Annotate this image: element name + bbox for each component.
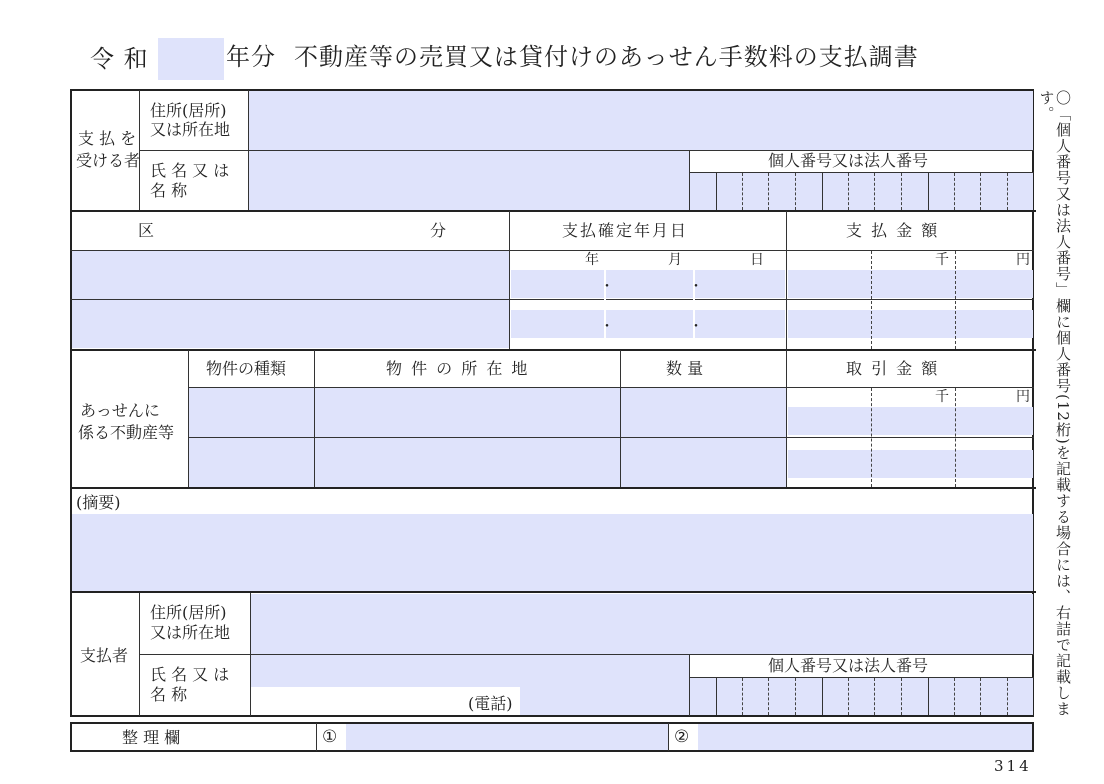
quantity-header: 数 量 (666, 359, 704, 378)
category-field-2[interactable] (72, 300, 509, 348)
property-type-header: 物件の種類 (206, 359, 287, 378)
recipient-address-label-1: 住所(居所) (150, 101, 227, 120)
category-field-1[interactable] (72, 251, 509, 299)
payment-thousand-unit: 千 (935, 252, 949, 268)
reference-label: 整 理 欄 (122, 728, 181, 747)
quantity-field-2[interactable] (621, 438, 786, 487)
side-note: 〇「個人番号又は法人番号」欄に個人番号(12桁)を記載する場合には、右詰で記載します。 (1037, 90, 1072, 717)
recipient-name-label-1: 氏 名 又 は (150, 161, 230, 180)
recipient-name-label-2: 名 称 (150, 181, 188, 200)
property-location-header: 物 件 の 所 在 地 (386, 359, 530, 378)
recipient-address-label-2: 又は所在地 (150, 120, 231, 139)
payer-address-label-1: 住所(居所) (150, 603, 227, 622)
transaction-amount-header: 取 引 金 額 (846, 359, 940, 378)
payer-name-field[interactable] (251, 655, 689, 687)
summary-field[interactable] (72, 514, 1033, 591)
recipient-label-1: 支 払 を (78, 129, 137, 148)
transaction-amount-field-1[interactable] (788, 407, 1033, 435)
payment-amount-header: 支 払 金 額 (846, 221, 940, 240)
payer-address-label-2: 又は所在地 (150, 623, 231, 642)
transaction-amount-field-2[interactable] (788, 450, 1033, 478)
payer-label: 支払者 (80, 646, 129, 665)
reference-marker-1: ① (322, 727, 338, 747)
payer-name-label-2: 名 称 (150, 685, 188, 704)
era-label: 令 和 (90, 45, 149, 73)
year-unit: 年 (585, 252, 599, 268)
recipient-name-field[interactable] (249, 151, 689, 210)
year-field[interactable] (158, 38, 224, 80)
recipient-label-2: 受ける者 (76, 151, 141, 170)
quantity-field-1[interactable] (621, 388, 786, 437)
reference-marker-2: ② (674, 727, 690, 747)
form-number: 314 (994, 757, 1032, 775)
property-type-field-1[interactable] (189, 388, 314, 437)
reference-field-2[interactable] (698, 724, 1032, 750)
payer-phone-label: (電話) (468, 694, 513, 713)
property-location-field-2[interactable] (315, 438, 620, 487)
payer-address-field[interactable] (251, 594, 1033, 654)
property-type-field-2[interactable] (189, 438, 314, 487)
payment-yen-unit: 円 (1016, 252, 1030, 268)
property-location-field-1[interactable] (315, 388, 620, 437)
payer-phone-field[interactable] (520, 687, 689, 715)
property-label-1: あっせんに (80, 401, 160, 420)
payment-amount-field-1[interactable] (788, 270, 1033, 298)
property-thousand-unit: 千 (935, 389, 949, 405)
payment-amount-field-2[interactable] (788, 310, 1033, 338)
payer-name-label-1: 氏 名 又 は (150, 665, 230, 684)
category-header: 区 (138, 221, 155, 240)
summary-label: (摘要) (76, 493, 121, 512)
reference-field-1[interactable] (346, 724, 668, 750)
month-unit: 月 (668, 252, 682, 268)
payer-id-label: 個人番号又は法人番号 (768, 656, 929, 675)
property-label-2: 係る不動産等 (78, 423, 175, 442)
payment-date-field-1[interactable] (511, 270, 785, 298)
payment-date-header: 支払確定年月日 (562, 221, 689, 240)
day-unit: 日 (750, 252, 764, 268)
form-title: 不動産等の売買又は貸付けのあっせん手数料の支払調書 (294, 43, 919, 71)
property-yen-unit: 円 (1016, 389, 1030, 405)
payment-date-field-2[interactable] (511, 310, 785, 338)
recipient-address-field[interactable] (249, 91, 1033, 150)
recipient-id-label: 個人番号又は法人番号 (768, 151, 929, 170)
year-suffix: 年分 (226, 43, 276, 71)
category-header-2: 分 (430, 221, 447, 240)
